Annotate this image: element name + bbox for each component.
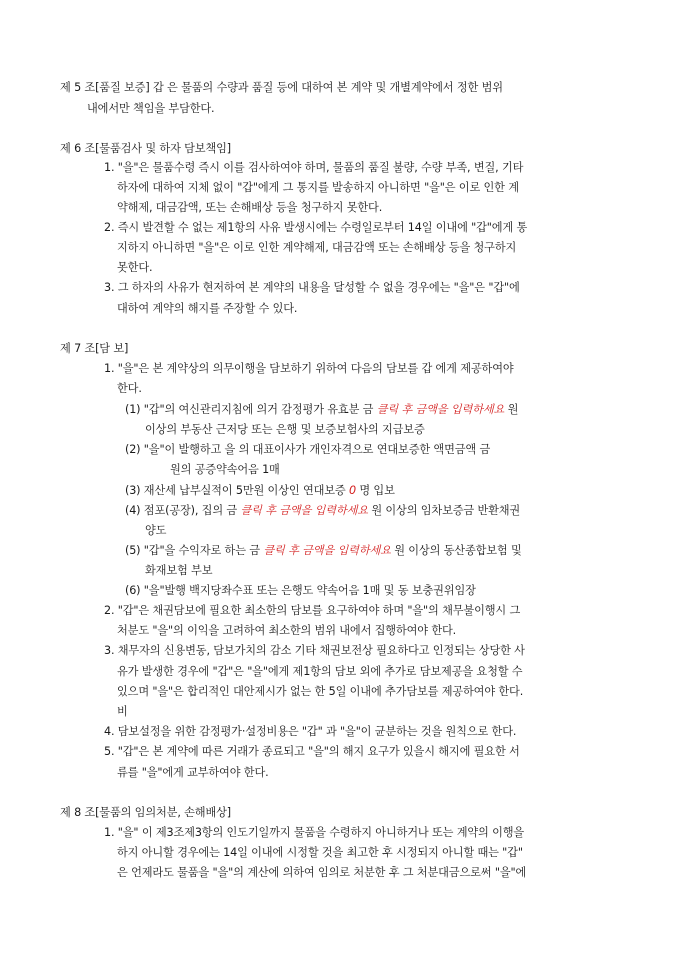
article-7-sub-6: (6) "을"발행 백지당좌수표 또는 은행도 약속어음 1매 및 동 보충권위임장 (125, 584, 476, 597)
article-8-item-1-line-3: 은 언제라도 물품을 "을"의 계산에 의하여 임의로 처분한 후 그 처분대금으로써 "을"에 (117, 866, 527, 879)
article-8-item-1-line-1: 1. "을" 이 제3조제3항의 인도기일까지 물품을 수령하지 아니하거나 또는 계약의 이행을 (104, 826, 525, 839)
amount-input-placeholder-3[interactable]: 클릭 후 금액을 입력하세요 (263, 544, 391, 557)
amount-input-placeholder-1[interactable]: 클릭 후 금액을 입력하세요 (376, 403, 505, 416)
article-7-sub-1-line-2: 이상의 부동산 근저당 또는 은행 및 보증보험사의 지급보증 (145, 423, 425, 436)
article-7-item-3-line-2: 유가 발생한 경우에 "갑"은 "을"에게 제1항의 담보 외에 추가로 담보제공을 요청할 수 (117, 665, 523, 678)
article-7-item-2-line-2: 처분도 "을"의 이익을 고려하여 최소한의 범위 내에서 집행하여야 한다. (117, 624, 457, 637)
article-7-sub-4-line-1: (4) 점포(공장), 집의 금 클릭 후 금액을 입력하세요 원 이상의 임차보증금 반환채권 (125, 504, 521, 517)
article-7-item-4: 4. 담보설정을 위한 감정평가·설정비용은 "갑" 과 "을"이 균분하는 것을 원칙으로 한다. (104, 725, 517, 738)
article-7-sub-4-line-2: 양도 (145, 524, 167, 537)
article-6-item-3-line-2: 대하여 계약의 해지를 주장할 수 있다. (117, 302, 298, 315)
article-7-sub-2-line-1: (2) "을"이 발행하고 을 의 대표이사가 개인자격으로 연대보증한 액면금액 금 (125, 443, 491, 456)
article-7-sub-3: (3) 재산세 납부실적이 5만원 이상인 연대보증 0 명 입보 (125, 484, 395, 497)
article-7-item-5-line-1: 5. "갑"은 본 계약에 따른 거래가 종료되고 "을"의 해지 요구가 있을시 해지에 필요한 서 (104, 745, 520, 758)
article-6-item-1-line-1: 1. "을"은 물품수령 즉시 이를 검사하여야 하며, 물품의 품질 불량, 수량 부족, 변질, 기타 (104, 161, 524, 174)
article-8-item-1-line-2: 하지 아니할 경우에는 14일 이내에 시정할 것을 최고한 후 시정되지 아니할 때는 "갑" (117, 846, 523, 859)
article-7-item-1-line-1: 1. "을"은 본 계약상의 의무이행을 담보하기 위하여 다음의 담보를 갑 에게 제공하여야 (104, 362, 514, 375)
article-7-sub-5-line-2: 화재보험 부보 (145, 564, 213, 577)
article-7-item-3-line-4: 비 (117, 705, 128, 718)
article-6-item-1-line-2: 하자에 대하여 지체 없이 "갑"에게 그 통지를 발송하지 아니하면 "을"은 이로 인한 계 (117, 181, 519, 194)
article-7-sub-5-line-1: (5) "갑"을 수익자로 하는 금 클릭 후 금액을 입력하세요 원 이상의 동산종합보험 및 (125, 544, 522, 557)
article-5-line-1: 제 5 조[품질 보증] 갑 은 물품의 수량과 품질 등에 대하여 본 계약 및 개별계약에서 정한 범위 (60, 81, 503, 94)
article-7-item-3-line-1: 3. 채무자의 신용변동, 담보가치의 감소 기타 채권보전상 필요하다고 인정되는 상당한 사 (104, 644, 525, 657)
article-6-title: 제 6 조[물품검사 및 하자 담보책임] (60, 142, 231, 155)
article-7-item-2-line-1: 2. "갑"은 채권담보에 필요한 최소한의 담보를 요구하여야 하며 "을"의 채무불이행시 그 (104, 604, 521, 617)
article-5-line-2: 내에서만 책임을 부담한다. (87, 102, 215, 115)
article-6-item-2-line-3: 못한다. (117, 261, 153, 274)
guarantor-count-input[interactable]: 0 (348, 484, 356, 497)
article-6-item-3-line-1: 3. 그 하자의 사유가 현저하여 본 계약의 내용을 달성할 수 없을 경우에는 "을"은 "갑"에 (104, 281, 520, 294)
article-7-sub-2-line-2: 원의 공증약속어음 1매 (170, 463, 280, 476)
article-8-title: 제 8 조[물품의 임의처분, 손해배상] (60, 806, 231, 819)
article-6-item-1-line-3: 약해제, 대금감액, 또는 손해배상 등을 청구하지 못한다. (117, 201, 383, 214)
article-7-title: 제 7 조[담 보] (60, 342, 129, 355)
article-7-sub-1-line-1: (1) "갑"의 여신관리지침에 의거 감정평가 유효분 금 클릭 후 금액을 입력하세요 원 (125, 403, 519, 416)
article-6-item-2-line-1: 2. 즉시 발견할 수 없는 제1항의 사유 발생시에는 수령일로부터 14일 이내에 "갑"에게 통 (104, 221, 528, 234)
amount-input-placeholder-2[interactable]: 클릭 후 금액을 입력하세요 (240, 504, 368, 517)
article-7-item-1-line-2: 한다. (117, 382, 142, 395)
article-7-item-5-line-2: 류를 "을"에게 교부하여야 한다. (117, 766, 269, 779)
article-6-item-2-line-2: 지하지 아니하면 "을"은 이로 인한 계약해제, 대금감액 또는 손해배상 등을 청구하지 (117, 241, 517, 254)
article-7-item-3-line-3: 있으며 "을"은 합리적인 대안제시가 없는 한 5일 이내에 추가담보를 제공하여야 한다. (117, 685, 524, 698)
